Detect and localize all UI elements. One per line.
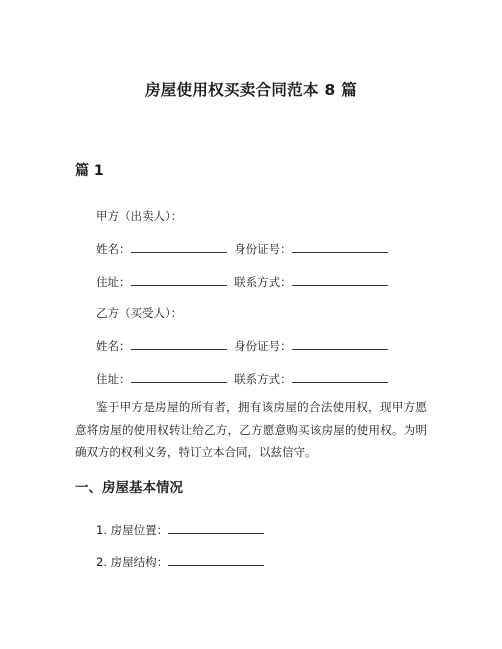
party-a-address-label: 住址： (96, 275, 131, 289)
party-b-name-blank (131, 338, 227, 350)
item-blank (168, 554, 264, 566)
party-b-address-contact-row (96, 371, 388, 386)
party-a-id-blank (292, 241, 388, 253)
party-a-name-blank (131, 241, 227, 253)
party-a-contact-label: 联系方式： (234, 275, 292, 289)
document-title: 房屋使用权买卖合同范本 8 篇 (144, 81, 358, 99)
preamble-paragraph: 鉴于甲方是房屋的所有者，拥有该房屋的合法使用权，现甲方愿意将房屋的使用权转让给乙方，乙方愿意购买该房屋的使用权。为明确双方的权利义务，特订立本合同，以兹信守。 (75, 400, 427, 459)
item-row (96, 522, 264, 537)
party-b-name-id-row (96, 338, 388, 353)
item-blank (168, 522, 264, 534)
party-a-address-blank (131, 274, 227, 286)
item-label: 1. 房屋位置： (96, 523, 169, 537)
party-a-contact-blank (292, 274, 388, 286)
party-a-address-contact-row (96, 274, 388, 289)
chapter-heading: 一、房屋基本情况 (75, 480, 183, 496)
party-b-address-blank (131, 371, 227, 383)
party-b-contact-label: 联系方式： (234, 372, 292, 386)
party-a-label: 甲方（出卖人）： (96, 209, 183, 223)
item-label: 2. 房屋结构： (96, 555, 169, 569)
party-b-address-label: 住址： (96, 372, 131, 386)
party-a-id-label: 身份证号： (234, 242, 292, 256)
party-b-label: 乙方（买受人）： (96, 306, 183, 320)
item-row (96, 554, 264, 569)
party-a-name-label: 姓名： (96, 242, 131, 256)
party-b-id-blank (292, 338, 388, 350)
party-a-name-id-row (96, 241, 388, 256)
section-heading: 篇 1 (75, 163, 104, 179)
party-b-id-label: 身份证号： (234, 339, 292, 353)
party-b-contact-blank (292, 371, 388, 383)
party-b-name-label: 姓名： (96, 339, 131, 353)
